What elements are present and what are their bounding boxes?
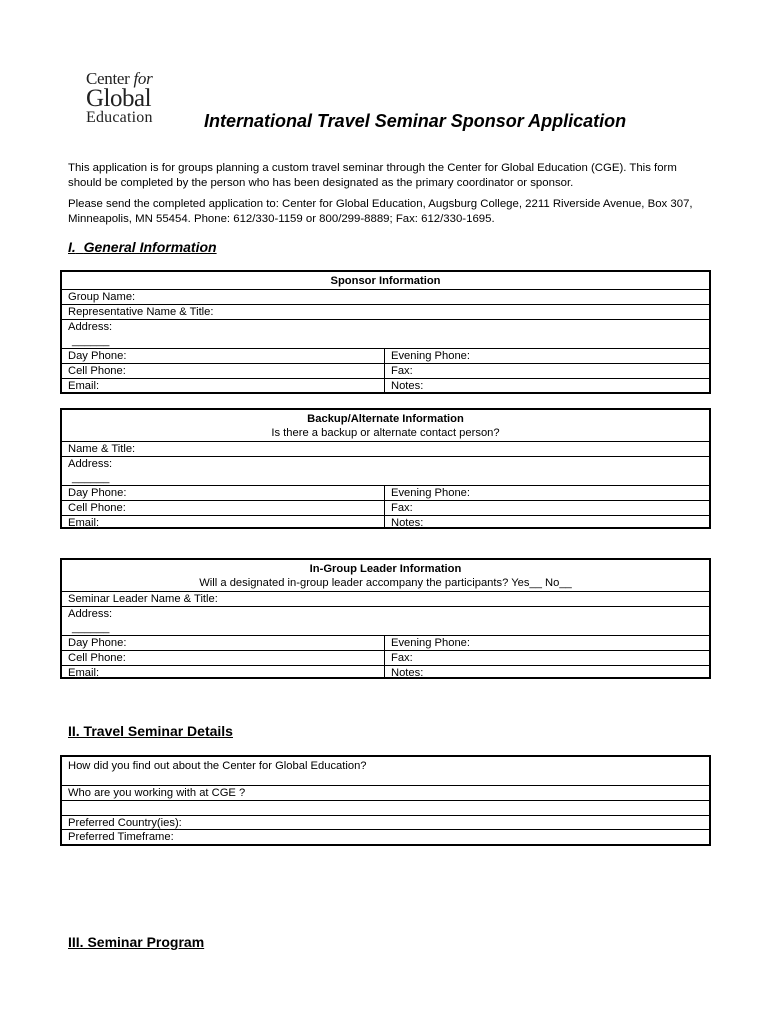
address-field[interactable]: Address: ______ — [62, 320, 709, 349]
logo-line-2: Global — [86, 85, 152, 112]
phone-row — [62, 349, 709, 364]
ingroup-email-field[interactable]: Email: — [62, 666, 385, 677]
backup-address-field[interactable]: Address: ______ — [62, 457, 709, 486]
ingroup-evening-phone-field[interactable]: Evening Phone: — [391, 637, 470, 649]
group-name-field[interactable]: Group Name: — [62, 290, 709, 305]
backup-notes-field[interactable]: Notes: — [391, 517, 424, 529]
cell-fax-row — [62, 364, 709, 379]
backup-phone-row — [62, 486, 709, 501]
ingroup-phone-row — [62, 636, 709, 651]
page-title: International Travel Seminar Sponsor Application — [204, 111, 627, 131]
email-field[interactable]: Email: — [62, 379, 385, 392]
backup-cell-fax-row — [62, 501, 709, 516]
blank-row[interactable] — [62, 801, 709, 816]
ingroup-heading-row: In-Group Leader Information Will a designated in-group leader accompany the participants? Yes__ No__ — [62, 560, 709, 592]
section-general-information: I. General Information — [68, 239, 217, 255]
logo-line-1: Center for — [86, 69, 153, 88]
cge-contact-field[interactable]: Who are you working with at CGE ? — [62, 786, 709, 801]
section-travel-seminar-details: II. Travel Seminar Details — [68, 723, 233, 739]
preferred-timeframe-field[interactable]: Preferred Timeframe: — [68, 831, 174, 843]
backup-cell-phone-field[interactable]: Cell Phone: — [62, 501, 385, 515]
backup-evening-phone-field[interactable]: Evening Phone: — [391, 487, 470, 499]
ingroup-address-field[interactable]: Address: ______ — [62, 607, 709, 636]
day-phone-field[interactable]: Day Phone: — [62, 349, 385, 363]
how-found-field[interactable]: How did you find out about the Center for Global Education? — [62, 757, 709, 786]
backup-name-field[interactable]: Name & Title: — [62, 442, 709, 457]
backup-question: Is there a backup or alternate contact person? — [271, 427, 500, 439]
notes-field[interactable]: Notes: — [391, 380, 424, 392]
backup-heading-row: Backup/Alternate Information Is there a backup or alternate contact person? — [62, 410, 709, 442]
email-notes-row — [62, 379, 709, 392]
preferred-country-field[interactable]: Preferred Country(ies): — [62, 816, 709, 830]
ingroup-cell-fax-row — [62, 651, 709, 666]
backup-email-notes-row — [62, 516, 709, 527]
seminar-leader-field[interactable]: Seminar Leader Name & Title: — [62, 592, 709, 607]
ingroup-cell-phone-field[interactable]: Cell Phone: — [62, 651, 385, 665]
sponsor-heading-row: Sponsor Information — [62, 272, 709, 290]
ingroup-fax-field[interactable]: Fax: — [391, 652, 413, 664]
ingroup-question: Will a designated in-group leader accompany the participants? Yes__ No__ — [199, 577, 572, 589]
section-seminar-program: III. Seminar Program — [68, 934, 205, 950]
intro-paragraph: This application is for groups planning a custom travel seminar through the Center for Global Education (CGE). This form should be completed by the person who has been designated as the primary coordinator or sponsor. — [68, 162, 677, 189]
backup-email-field[interactable]: Email: — [62, 516, 385, 527]
backup-information-table — [60, 408, 711, 529]
cell-phone-field[interactable]: Cell Phone: — [62, 364, 385, 378]
ingroup-day-phone-field[interactable]: Day Phone: — [62, 636, 385, 650]
in-group-leader-table — [60, 558, 711, 679]
representative-field[interactable]: Representative Name & Title: — [62, 305, 709, 320]
sponsor-information-table — [60, 270, 711, 394]
ingroup-email-notes-row — [62, 666, 709, 677]
ingroup-notes-field[interactable]: Notes: — [391, 667, 424, 679]
backup-fax-field[interactable]: Fax: — [391, 502, 413, 514]
fax-field[interactable]: Fax: — [391, 365, 413, 377]
travel-details-table — [60, 755, 711, 846]
logo-line-3: Education — [86, 109, 153, 126]
evening-phone-field[interactable]: Evening Phone: — [391, 350, 470, 362]
cge-logo — [86, 70, 176, 126]
send-instructions: Please send the completed application to: Center for Global Education, Augsburg College, 2211 Riverside Avenue, Box 307, Minneapolis, MN 55454. Phone: 612/330-1159 or 800/299-8889; Fax: 612/330-1695. — [68, 198, 693, 225]
backup-day-phone-field[interactable]: Day Phone: — [62, 486, 385, 500]
